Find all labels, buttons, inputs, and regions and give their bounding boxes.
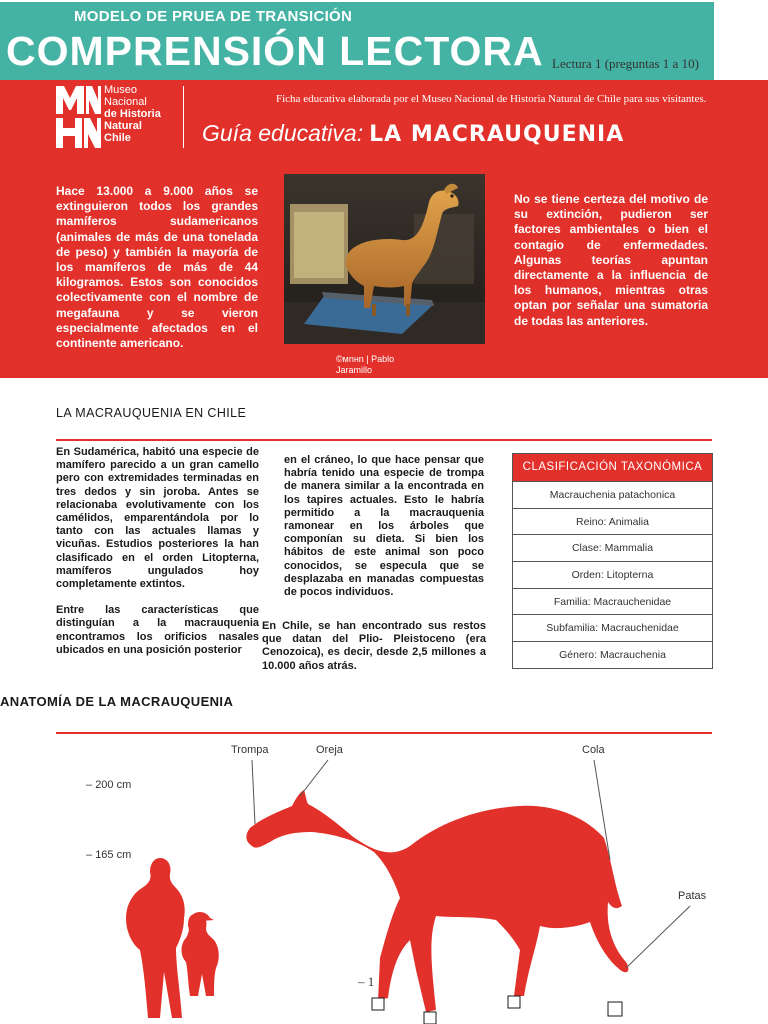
chile-column-2 [284, 454, 484, 612]
scale-value: 200 cm [95, 779, 132, 791]
anatomy-illustration [0, 740, 768, 1024]
taxonomy-row: Familia: Macrauchenidae [513, 588, 712, 615]
section-divider [56, 439, 712, 441]
lesson-tag: Lectura 1 (preguntas 1 a 10) [552, 56, 699, 71]
museum-name-line: Chile [104, 132, 131, 144]
museum-logo [54, 84, 184, 152]
paragraph: En Chile, se han encontrado sus restos que datan del Plio- Pleistoceno (era Cenozoica), es decir, desde 2,5 millones a 10.000 años atrás. [262, 620, 486, 672]
paragraph: en el cráneo, lo que hace pensar que habría tenido una especie de trompa de manera similar a la encontrada en los tapires actuales. Esto le habría permitido a la macrauquenia ramonear en los árboles que componían su dieta. Si bien los hábitos de este animal son poco conocidos, se especula que se desplazaba en manadas compuestas de pocos individuos. [284, 454, 484, 599]
child-cap [190, 912, 214, 922]
ficha-note: Ficha educativa elaborada por el Museo Nacional de Historia Natural de Chile para sus visitantes. [276, 93, 707, 105]
hoof-marker [372, 998, 384, 1010]
museum-name-line: Natural [104, 120, 142, 132]
section-divider [56, 732, 712, 734]
taxonomy-row: Subfamilia: Macrauchenidae [513, 614, 712, 641]
museum-logo-icon [54, 84, 102, 150]
museum-photo [284, 174, 485, 344]
chile-section-heading: LA MACRAUQUENIA EN CHILE [56, 406, 247, 420]
intro-right-text: No se tiene certeza del motivo de su extinción, pudieron ser factores ambientales o bien el contagio de enfermedades. Algunas teorías apuntan directamente a la influencia de los humanos, mientras otras optan por señalar una sumatoria de todas las anteriores. [514, 192, 708, 328]
label-cola: Cola [582, 744, 605, 756]
taxonomy-heading: CLASIFICACIÓN TAXONÓMICA [513, 454, 712, 481]
leader-oreja [300, 760, 328, 796]
logo-divider [183, 86, 184, 148]
exam-subtitle: MODELO DE PRUEA DE TRANSICIÓN [74, 8, 353, 25]
taxonomy-row: Orden: Litopterna [513, 561, 712, 588]
paragraph: En Sudamérica, habitó una especie de mamífero parecido a un gran camello pero con extremidades terminadas en tres dedos y sin joroba. Antes se relacionaba evolutivamente con los camélidos, emparentándola por lo tanto con las actuales llamas y vicuñas. Estudios posteriores la han clasificado en el orden Litopterna, mamíferos ungulados hoy completamente extintos. [56, 446, 259, 591]
photo-credit: ©мnнn | Pablo Jaramillo [336, 354, 395, 375]
scale-mark: – 165 cm [86, 849, 132, 861]
taxonomy-table [512, 453, 713, 669]
leader-patas [626, 906, 690, 968]
scale-mark: – 1 [358, 974, 375, 989]
museum-name-line: Museo [104, 84, 138, 96]
scale-value: 165 cm [95, 849, 132, 861]
hoof-marker [508, 996, 520, 1008]
label-patas: Patas [678, 890, 707, 902]
museum-name [104, 84, 161, 144]
paragraph: Entre las características que distinguían a la macrauquenia encontramos los orificios nasales ubicados en una posición posterior [56, 604, 259, 656]
woman-silhouette [126, 858, 185, 1018]
macrauchenia-silhouette [246, 790, 628, 1012]
scale-mark: – 200 cm [86, 779, 132, 791]
hoof-marker [608, 1002, 622, 1016]
top-banner [0, 0, 768, 80]
chile-column-2-bottom [262, 620, 486, 686]
taxonomy-row: Género: Macrauchenia [513, 641, 712, 668]
leader-trompa [252, 760, 255, 824]
anatomy-section-heading: ANATOMÍA DE LA MACRAUQUENIA [0, 694, 234, 709]
scale-value: 1 [367, 974, 375, 989]
label-trompa: Trompa [231, 744, 269, 756]
taxonomy-row: Clase: Mammalia [513, 534, 712, 561]
guide-title-lead: Guía educativa: [202, 120, 364, 146]
label-oreja: Oreja [316, 744, 343, 756]
taxonomy-row: Reino: Animalia [513, 508, 712, 535]
guide-title [202, 120, 624, 147]
child-silhouette [182, 914, 219, 996]
museum-name-line: de Historia [104, 108, 161, 120]
hoof-marker [424, 1012, 436, 1024]
museum-name-line: Nacional [104, 96, 147, 108]
guide-title-main: LA MACRAUQUENIA [369, 122, 625, 147]
intro-left-text: Hace 13.000 a 9.000 años se extinguieron todos los grandes mamíferos sudamericanos (animales de más de una tonelada de peso) y también la mayoría de los mamíferos de más de 44 kilogramos. Estos son conocidos colectivamente con el nombre de megafauna y se vieron especialmente afectados en el continente americano. [56, 184, 258, 351]
exam-title: COMPRENSIÓN LECTORA [6, 28, 544, 74]
macrauchenia-photo-illustration [284, 174, 485, 344]
chile-column-1 [56, 446, 259, 670]
taxonomy-row: Macrauchenia patachonica [513, 481, 712, 508]
